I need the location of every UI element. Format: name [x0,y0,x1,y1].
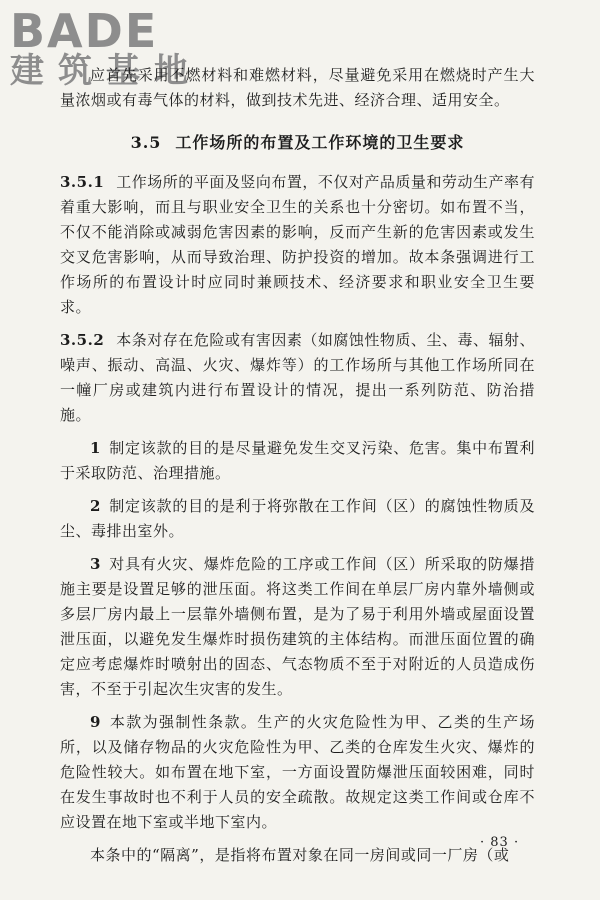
item-number: 3 [90,555,101,573]
section-title: 工作场所的布置及工作环境的卫生要求 [175,133,465,152]
closing-paragraph: 本条中的“隔离”，是指将布置对象在同一房间或同一厂房（或 [90,846,510,864]
item-1 [60,436,535,486]
section-number: 3.5 [130,133,162,152]
item-3 [60,552,535,702]
item-text: 本款为强制性条款。生产的火灾危险性为甲、乙类的生产场所，以及储存物品的火灾危险性为甲、乙类的仓库发生火灾、爆炸的危险性较大。如布置在地下室，一方面设置防爆泄压面较困难，同时在发生事故时也不利于人员的安全疏散。故规定这类工作间或仓库不应设置在地下室或半地下室内。 [60,713,535,831]
logo-word: BADE [10,4,159,58]
clause-text: 本条对存在危险或有害因素（如腐蚀性物质、尘、毒、辐射、噪声、振动、高温、火灾、爆炸等）的工作场所与其他工作场所同在一幢厂房或建筑内进行布置设计的情况，提出一系列防范、防治措施。 [60,331,535,424]
intro-paragraph: 应首先采用不燃材料和难燃材料，尽量避免采用在燃烧时产生大量浓烟或有毒气体的材料，做到技术先进、经济合理、适用安全。 [60,66,535,109]
section-heading [60,132,535,154]
item-number: 1 [90,439,101,457]
logo-chinese: 建筑基地 [10,51,202,91]
page-number: · 83 · [480,835,520,850]
item-9 [60,710,535,835]
clause-number: 3.5.2 [60,331,105,349]
item-2 [60,494,535,544]
clause-number: 3.5.1 [60,173,105,191]
item-number: 2 [90,497,101,515]
item-text: 制定该款的目的是尽量避免发生交叉污染、危害。集中布置利于采取防范、治理措施。 [60,439,535,482]
item-text: 对具有火灾、爆炸危险的工序或工作间（区）所采取的防爆措施主要是设置足够的泄压面。将这类工作间在单层厂房内靠外墙侧或多层厂房内最上一层靠外墙侧布置，是为了易于利用外墙或屋面设置泄压面，以避免发生爆炸时损伤建筑的主体结构。而泄压面位置的确定应考虑爆炸时喷射出的固态、气态物质不至于对附近的人员造成伤害，不至于引起次生灾害的发生。 [60,555,535,698]
clause-3-5-1 [60,170,535,320]
clause-text: 工作场所的平面及竖向布置，不仅对产品质量和劳动生产率有着重大影响，而且与职业安全卫生的关系也十分密切。如布置不当，不仅不能消除或减弱危害因素的影响，反而产生新的危害因素或发生交叉危害影响，从而导致治理、防护投资的增加。故本条强调进行工作场所的布置设计时应同时兼顾技术、经济要求和职业安全卫生要求。 [60,173,535,316]
item-text: 制定该款的目的是利于将弥散在工作间（区）的腐蚀性物质及尘、毒排出室外。 [60,497,535,540]
clause-3-5-2 [60,328,535,428]
document-body [60,60,535,868]
item-number: 9 [90,713,101,731]
